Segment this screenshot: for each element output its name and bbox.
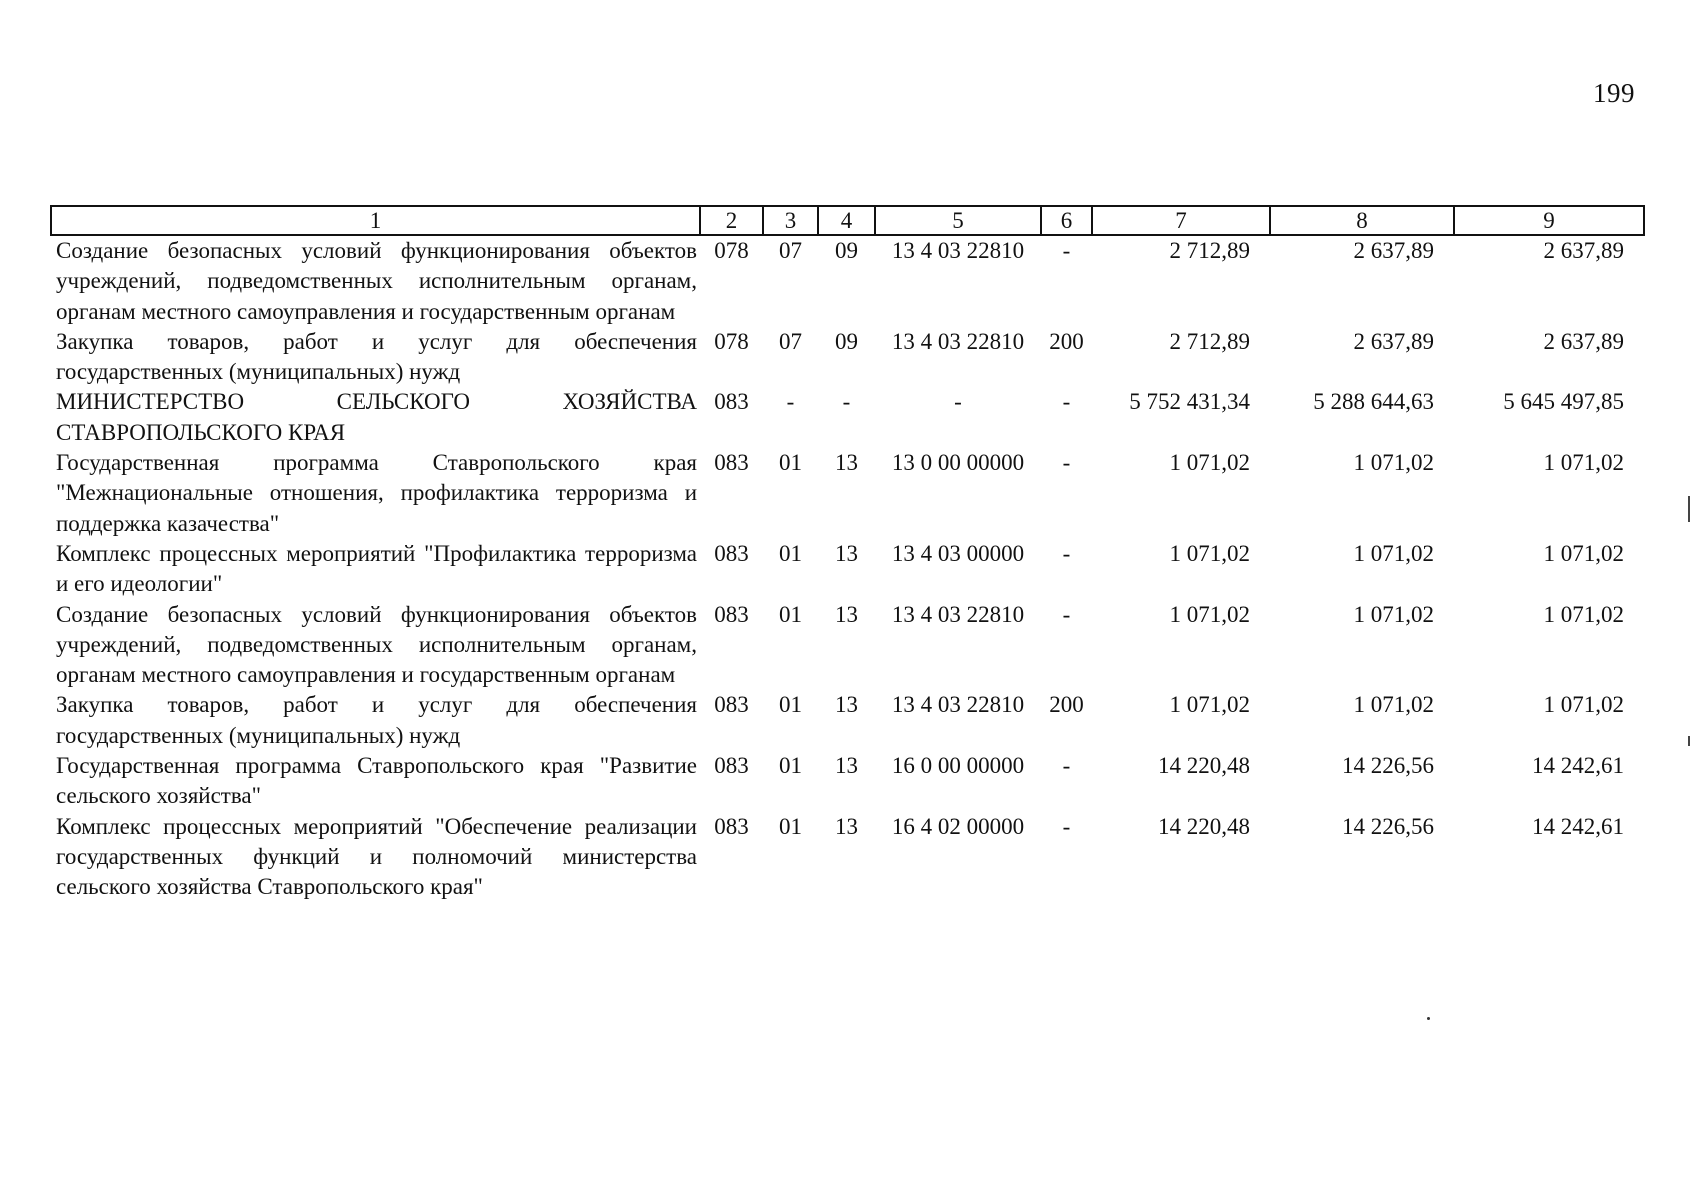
cell-section: 01 [779,540,802,566]
cell-expense-type: 200 [1049,692,1084,718]
cell-amount-col7: 2 712,89 [1169,238,1250,263]
cell-target-article: 13 4 03 22810 [891,328,1025,354]
cell-expense-type: - [1062,813,1071,839]
cell-subsection: - [842,389,851,415]
table-row [51,600,1644,691]
column-header: 4 [818,206,875,235]
cell-admin-code: 083 [714,540,749,566]
cell-admin-code: 078 [714,238,749,263]
cell-section: 07 [779,328,802,354]
cell-amount-col8: 1 071,02 [1353,601,1434,627]
cell-expense-type: - [1062,238,1071,263]
cell-amount-col8: 14 226,56 [1342,813,1434,839]
table-row [51,235,1644,327]
row-description: Государственная программа Ставропольского края "Развитие сельского хозяйства" [56,753,697,809]
row-description: Создание безопасных условий функционирования объектов учреждений, подведомственных исполнительным органам, органам местного самоуправления и государственным органам [56,238,697,324]
cell-target-article: 16 4 02 00000 [891,813,1025,839]
cell-target-article: 16 0 00 00000 [891,753,1025,779]
cell-amount-col9: 14 242,61 [1532,753,1624,779]
cell-amount-col9: 1 071,02 [1543,692,1624,718]
cell-amount-col7: 2 712,89 [1169,328,1250,354]
cell-subsection: 09 [835,328,858,354]
cell-amount-col8: 5 288 644,63 [1313,389,1434,415]
table-row [51,539,1644,600]
cell-expense-type: - [1062,540,1071,566]
cell-amount-col7: 1 071,02 [1169,540,1250,566]
row-description: Создание безопасных условий функционирования объектов учреждений, подведомственных исполнительным органам, органам местного самоуправления и государственным органам [56,601,697,688]
cell-admin-code: 083 [714,601,749,627]
cell-subsection: 09 [835,238,858,263]
row-description: Закупка товаров, работ и услуг для обеспечения государственных (муниципальных) нужд [56,692,697,748]
row-description: МИНИСТЕРСТВО СЕЛЬСКОГО ХОЗЯЙСТВА СТАВРОПОЛЬСКОГО КРАЯ [56,389,697,445]
table-body [51,235,1644,903]
column-header: 5 [875,206,1041,235]
cell-section: 01 [779,753,802,779]
cell-section: - [786,389,795,415]
cell-amount-col9: 1 071,02 [1543,601,1624,627]
cell-amount-col8: 2 637,89 [1353,328,1434,354]
cell-amount-col9: 5 645 497,85 [1503,389,1624,415]
header-row [51,206,1644,235]
cell-target-article: 13 0 00 00000 [891,450,1025,476]
cell-expense-type: - [1062,450,1071,476]
row-description: Закупка товаров, работ и услуг для обеспечения государственных (муниципальных) нужд [56,328,697,385]
cell-subsection: 13 [835,450,858,476]
cell-amount-col8: 1 071,02 [1353,692,1434,718]
cell-amount-col8: 1 071,02 [1353,540,1434,566]
cell-amount-col9: 2 637,89 [1543,238,1624,263]
edge-mark [1688,496,1690,522]
cell-expense-type: 200 [1049,328,1084,354]
edge-mark [1688,736,1690,746]
cell-amount-col7: 1 071,02 [1169,450,1250,476]
cell-expense-type: - [1062,389,1071,415]
row-description: Комплекс процессных мероприятий "Обеспечение реализации государственных функций и полномочий министерства сельского хозяйства Ставропольского края" [56,813,697,900]
cell-amount-col7: 14 220,48 [1158,753,1250,779]
cell-expense-type: - [1062,601,1071,627]
cell-subsection: 13 [835,813,858,839]
column-header: 8 [1270,206,1454,235]
table-row [51,751,1644,812]
cell-section: 01 [779,450,802,476]
column-header: 9 [1454,206,1644,235]
cell-admin-code: 078 [714,328,749,354]
cell-section: 01 [779,813,802,839]
table-row [51,387,1644,448]
table-row [51,690,1644,751]
cell-amount-col9: 1 071,02 [1543,450,1624,476]
table-row [51,448,1644,539]
cell-target-article: 13 4 03 00000 [891,540,1025,566]
column-header: 1 [51,206,700,235]
cell-amount-col7: 5 752 431,34 [1129,389,1250,415]
column-header: 7 [1092,206,1270,235]
cell-amount-col9: 14 242,61 [1532,813,1624,839]
cell-admin-code: 083 [714,753,749,779]
cell-admin-code: 083 [714,813,749,839]
cell-section: 07 [779,238,802,263]
cell-subsection: 13 [835,753,858,779]
stray-dot [1427,1017,1430,1020]
cell-amount-col9: 1 071,02 [1543,540,1624,566]
cell-amount-col7: 1 071,02 [1169,601,1250,627]
cell-expense-type: - [1062,753,1071,779]
budget-table [50,205,1645,903]
column-header: 2 [700,206,763,235]
cell-admin-code: 083 [714,450,749,476]
cell-target-article: 13 4 03 22810 [891,601,1025,627]
cell-amount-col7: 14 220,48 [1158,813,1250,839]
row-description: Государственная программа Ставропольского края "Межнациональные отношения, профилактика терроризма и поддержка казачества" [56,450,697,536]
cell-amount-col8: 2 637,89 [1353,238,1434,263]
cell-subsection: 13 [835,601,858,627]
cell-amount-col8: 1 071,02 [1353,450,1434,476]
cell-subsection: 13 [835,692,858,718]
cell-amount-col9: 2 637,89 [1543,328,1624,354]
cell-subsection: 13 [835,540,858,566]
cell-target-article: - [954,389,962,415]
row-description: Комплекс процессных мероприятий "Профилактика терроризма и его идеологии" [56,540,697,597]
cell-admin-code: 083 [714,692,749,718]
cell-section: 01 [779,692,802,718]
cell-amount-col8: 14 226,56 [1342,753,1434,779]
cell-target-article: 13 4 03 22810 [891,692,1025,718]
cell-section: 01 [779,601,802,627]
table-row [51,812,1644,903]
page-number: 199 [1593,78,1635,108]
cell-admin-code: 083 [714,389,749,415]
table-row [51,327,1644,388]
column-header: 6 [1041,206,1092,235]
cell-target-article: 13 4 03 22810 [891,238,1025,263]
column-header: 3 [763,206,818,235]
cell-amount-col7: 1 071,02 [1169,692,1250,718]
